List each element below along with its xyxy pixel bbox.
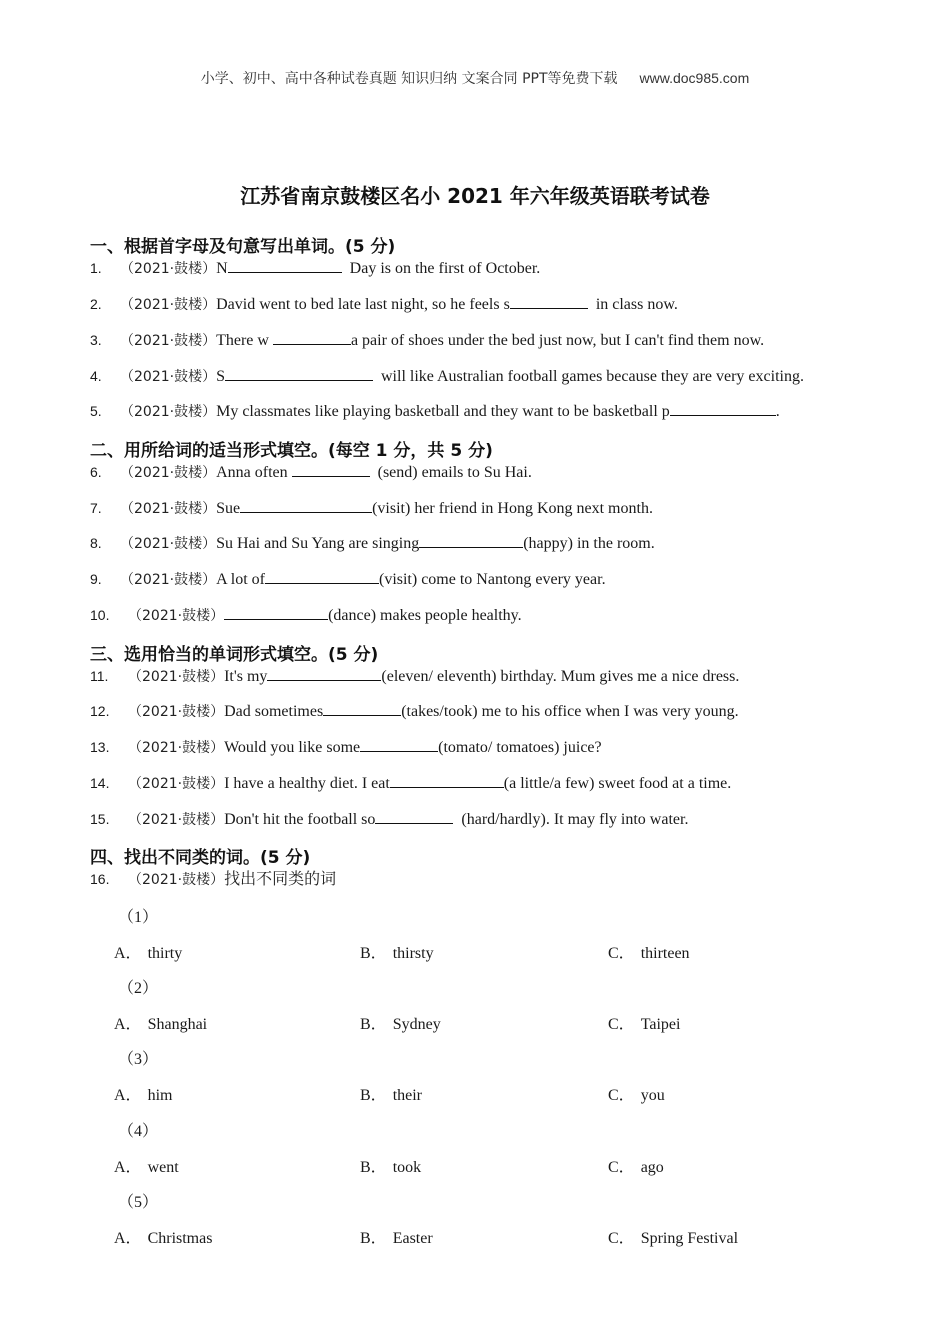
question-number: 4. bbox=[90, 368, 102, 384]
group-label-3: （3） bbox=[118, 1051, 159, 1068]
answer-blank[interactable] bbox=[225, 365, 373, 381]
question-text-pre: A lot of bbox=[216, 571, 265, 588]
document-title: 江苏省南京鼓楼区名小 2021 年六年级英语联考试卷 bbox=[240, 184, 710, 208]
question-number: 11. bbox=[90, 668, 109, 684]
answer-blank[interactable] bbox=[375, 808, 453, 824]
option-c[interactable] bbox=[608, 1225, 738, 1248]
option-text: thirteen bbox=[640, 945, 690, 962]
question-2 bbox=[90, 293, 678, 316]
question-source: （2021·鼓楼） bbox=[120, 404, 217, 420]
option-letter: C． bbox=[608, 1087, 635, 1104]
question-number: 16. bbox=[90, 871, 110, 887]
answer-blank[interactable] bbox=[390, 772, 504, 788]
answer-blank[interactable] bbox=[273, 329, 351, 345]
answer-blank[interactable] bbox=[360, 736, 438, 752]
header-banner-text: 小学、初中、高中各种试卷真题 知识归纳 文案合同 PPT等免费下载 bbox=[200, 71, 618, 87]
question-number: 6. bbox=[90, 464, 102, 480]
option-text: their bbox=[392, 1087, 423, 1104]
question-8 bbox=[90, 532, 655, 555]
question-text-post: . bbox=[775, 403, 780, 420]
question-source: （2021·鼓楼） bbox=[120, 536, 217, 552]
question-source: （2021·鼓楼） bbox=[120, 465, 217, 481]
question-number: 8. bbox=[90, 535, 102, 551]
question-text-pre: It's my bbox=[224, 668, 268, 685]
question-source: （2021·鼓楼） bbox=[128, 608, 225, 624]
question-number: 2. bbox=[90, 296, 102, 312]
option-b[interactable] bbox=[360, 940, 434, 963]
question-number: 5. bbox=[90, 403, 102, 419]
option-letter: B． bbox=[360, 1087, 387, 1104]
answer-blank[interactable] bbox=[228, 257, 342, 273]
answer-blank[interactable] bbox=[240, 497, 372, 513]
question-text-pre: Su Hai and Su Yang are singing bbox=[216, 535, 420, 552]
option-letter: B． bbox=[360, 945, 387, 962]
question-1 bbox=[90, 257, 540, 280]
question-text-pre: My classmates like playing basketball and they want to be basketball p bbox=[216, 403, 670, 420]
question-source: （2021·鼓楼） bbox=[128, 812, 225, 828]
question-text-pre: Dad sometimes bbox=[224, 703, 324, 720]
question-16 bbox=[90, 868, 336, 891]
question-text-pre: I have a healthy diet. I eat bbox=[224, 775, 390, 792]
option-letter: A． bbox=[114, 1016, 142, 1033]
question-3 bbox=[90, 329, 764, 352]
question-13 bbox=[90, 736, 602, 759]
option-letter: C． bbox=[608, 945, 635, 962]
question-text-post: (visit) her friend in Hong Kong next month. bbox=[372, 500, 653, 517]
question-number: 3. bbox=[90, 332, 102, 348]
option-text: went bbox=[147, 1159, 179, 1176]
question-number: 1. bbox=[90, 260, 102, 276]
option-b[interactable] bbox=[360, 1011, 441, 1034]
option-a[interactable] bbox=[114, 940, 182, 963]
option-b[interactable] bbox=[360, 1154, 421, 1177]
answer-blank[interactable] bbox=[267, 665, 381, 681]
question-source: （2021·鼓楼） bbox=[128, 704, 225, 720]
question-source: （2021·鼓楼） bbox=[120, 333, 217, 349]
question-source: （2021·鼓楼） bbox=[120, 572, 217, 588]
answer-blank[interactable] bbox=[224, 604, 328, 620]
option-letter: C． bbox=[608, 1159, 635, 1176]
question-5 bbox=[90, 400, 780, 423]
option-letter: B． bbox=[360, 1230, 387, 1247]
question-text-pre: Don't hit the football so bbox=[224, 811, 376, 828]
option-a[interactable] bbox=[114, 1154, 179, 1177]
question-text-post: (takes/took) me to his office when I was very young. bbox=[401, 703, 739, 720]
answer-blank[interactable] bbox=[323, 700, 401, 716]
option-text: you bbox=[640, 1087, 665, 1104]
question-text-post: (hard/hardly). It may fly into water. bbox=[453, 811, 689, 828]
question-text-post: in class now. bbox=[587, 296, 678, 313]
question-number: 15. bbox=[90, 811, 110, 827]
question-7 bbox=[90, 497, 653, 520]
section-heading-1: 一、根据首字母及句意写出单词。(5 分) bbox=[90, 237, 396, 257]
question-text-post: (happy) in the room. bbox=[523, 535, 655, 552]
question-4 bbox=[90, 365, 804, 388]
question-source: （2021·鼓楼） bbox=[128, 776, 225, 792]
question-text-post: (dance) makes people healthy. bbox=[328, 607, 522, 624]
question-9 bbox=[90, 568, 606, 591]
question-text-post: (send) emails to Su Hai. bbox=[369, 464, 532, 481]
answer-blank[interactable] bbox=[419, 532, 523, 548]
answer-blank[interactable] bbox=[670, 400, 776, 416]
option-letter: A． bbox=[114, 945, 142, 962]
answer-blank[interactable] bbox=[265, 568, 379, 584]
group-label-4: （4） bbox=[118, 1123, 159, 1140]
group-label-2: （2） bbox=[118, 980, 159, 997]
question-text-post: (eleven/ eleventh) birthday. Mum gives me a nice dress. bbox=[381, 668, 740, 685]
question-text-post: (tomato/ tomatoes) juice? bbox=[438, 739, 602, 756]
question-14 bbox=[90, 772, 731, 795]
option-text: Taipei bbox=[640, 1016, 681, 1033]
question-text-pre: Anna often bbox=[216, 464, 292, 481]
option-letter: C． bbox=[608, 1230, 635, 1247]
option-a[interactable] bbox=[114, 1082, 172, 1105]
question-11 bbox=[90, 665, 739, 688]
question-number: 9. bbox=[90, 571, 102, 587]
option-text: Shanghai bbox=[147, 1016, 208, 1033]
option-letter: A． bbox=[114, 1087, 142, 1104]
question-text-pre: David went to bed late last night, so he feels s bbox=[216, 296, 510, 313]
header-banner bbox=[0, 68, 950, 88]
option-text: him bbox=[147, 1087, 173, 1104]
question-number: 14. bbox=[90, 775, 110, 791]
question-source: （2021·鼓楼） bbox=[128, 740, 225, 756]
question-text-pre: There w bbox=[216, 332, 273, 349]
option-text: Easter bbox=[392, 1230, 433, 1247]
option-letter: A． bbox=[114, 1159, 142, 1176]
question-text-post: will like Australian football games because they are very exciting. bbox=[373, 368, 804, 385]
question-text-pre: Would you like some bbox=[224, 739, 361, 756]
section-heading-2: 二、用所给词的适当形式填空。(每空 1 分，共 5 分) bbox=[90, 441, 493, 461]
answer-blank[interactable] bbox=[510, 293, 588, 309]
question-number: 12. bbox=[90, 703, 110, 719]
option-text: thirty bbox=[147, 945, 183, 962]
question-number: 13. bbox=[90, 739, 110, 755]
option-letter: A． bbox=[114, 1230, 142, 1247]
option-b[interactable] bbox=[360, 1225, 433, 1248]
option-letter: B． bbox=[360, 1159, 387, 1176]
option-c[interactable] bbox=[608, 1011, 680, 1034]
question-number: 10. bbox=[90, 607, 110, 623]
option-letter: B． bbox=[360, 1016, 387, 1033]
question-source: （2021·鼓楼） bbox=[120, 501, 217, 517]
question-text-post: (visit) come to Nantong every year. bbox=[378, 571, 606, 588]
question-6 bbox=[90, 461, 532, 484]
option-letter: C． bbox=[608, 1016, 635, 1033]
option-c[interactable] bbox=[608, 940, 690, 963]
question-source: （2021·鼓楼） bbox=[120, 261, 217, 277]
question-text-pre: S bbox=[216, 368, 225, 385]
question-text-post: a pair of shoes under the bed just now, but I can't find them now. bbox=[350, 332, 765, 349]
question-text-pre: Sue bbox=[216, 500, 241, 517]
option-text: ago bbox=[640, 1159, 664, 1176]
option-c[interactable] bbox=[608, 1154, 664, 1177]
question-text-post: (a little/a few) sweet food at a time. bbox=[503, 775, 732, 792]
option-text: Sydney bbox=[392, 1016, 441, 1033]
answer-blank[interactable] bbox=[292, 461, 370, 477]
option-c[interactable] bbox=[608, 1082, 665, 1105]
question-10 bbox=[90, 604, 522, 627]
option-text: Spring Festival bbox=[640, 1230, 739, 1247]
question-source: （2021·鼓楼） bbox=[120, 297, 217, 313]
option-text: Christmas bbox=[147, 1230, 213, 1247]
option-text: thirsty bbox=[392, 945, 434, 962]
question-text-pre: N bbox=[216, 260, 228, 277]
section-heading-4: 四、找出不同类的词。(5 分) bbox=[90, 848, 311, 868]
option-text: took bbox=[392, 1159, 422, 1176]
header-url-link[interactable]: www.doc985.com bbox=[639, 70, 750, 86]
question-text: 找出不同类的词 bbox=[224, 869, 337, 888]
question-text-post: Day is on the first of October. bbox=[341, 260, 541, 277]
question-source: （2021·鼓楼） bbox=[120, 369, 217, 385]
option-a[interactable] bbox=[114, 1225, 212, 1248]
question-source: （2021·鼓楼） bbox=[128, 669, 225, 685]
question-15 bbox=[90, 808, 688, 831]
option-a[interactable] bbox=[114, 1011, 207, 1034]
option-b[interactable] bbox=[360, 1082, 422, 1105]
group-label-1: （1） bbox=[118, 909, 159, 926]
question-12 bbox=[90, 700, 739, 723]
section-heading-3: 三、选用恰当的单词形式填空。(5 分) bbox=[90, 645, 379, 665]
question-number: 7. bbox=[90, 500, 102, 516]
question-source: （2021·鼓楼） bbox=[128, 872, 225, 888]
group-label-5: （5） bbox=[118, 1194, 159, 1211]
